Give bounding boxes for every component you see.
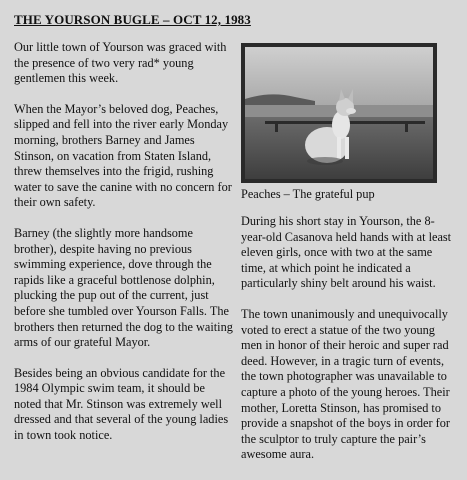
photo-caption: Peaches – The grateful pup [241, 187, 375, 201]
dog-photo-frame [241, 43, 437, 183]
paragraph: The town unanimously and unequivocally voted to erect a statue of the two young men in honor of their heroic and super rad deed. However, in a tragic turn of events, the town photographer was unavailable to capture a photo of the young heroes. Their mother, Loretta Stinson, has promised to provide a snapshot of the boys in order for the sculptor to truly capture the pair’s awesome aura. [241, 306, 450, 462]
left-column [14, 40, 234, 459]
paragraph: When the Mayor’s beloved dog, Peaches, slipped and fell into the river early Monday morning, brothers Barney and James Stinson, on vacation from Staten Island, threw themselves into the frigid, rushing water to save the canine with no concern for their own safety. [14, 101, 232, 210]
masthead-title: THE YOURSON BUGLE – OCT 12, 1983 [14, 12, 251, 27]
paragraph: Besides being an obvious candidate for the 1984 Olympic swim team, it should be noted that Mr. Stinson was extremely well dressed and that several of the young ladies in town took notice. [14, 365, 229, 443]
paragraph: Our little town of Yourson was graced with the presence of two very rad* young gentlemen this week. [14, 40, 227, 86]
right-column [241, 214, 459, 478]
dog-photo [245, 47, 433, 179]
paragraph: During his short stay in Yourson, the 8-year-old Casanova held hands with at least eleven girls, once with two at the same time, at which point he indicated a particularly shiny belt around his waist. [241, 214, 452, 291]
paragraph: Barney (the slightly more handsome brother), despite having no previous swimming experience, dove through the rapids like a graceful bottlenose dolphin, plucking the pup out of the current, just before she tumbled over Yourson Falls. The brothers then returned the dog to the waiting arms of our grateful Mayor. [14, 225, 233, 350]
